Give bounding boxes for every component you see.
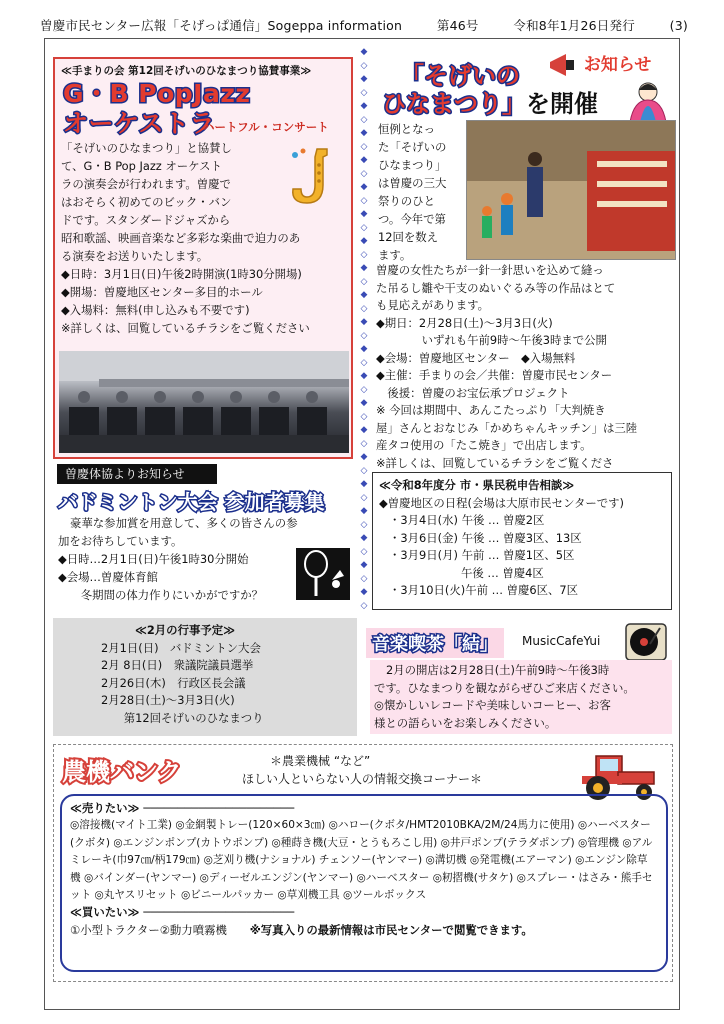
concert-detail-line: ◆開場：曽慶地区センター多目的ホール [61,285,263,299]
tax-row: ・3月6日(金) 午後 … 曽慶3区、13区 [389,530,582,545]
hina-intro-line: 12回を数え [378,230,439,244]
hina-intro-line: つ。今年で第 [378,212,446,226]
hina-body-line: 屋」さんとおなじみ「かめちゃんキッチン」は三陸 [376,420,638,435]
header-page: (3) [669,17,688,33]
tax-consultation-box [372,472,672,610]
concert-intro-line: ドです。スタンダードジャズから [61,213,231,227]
hina-body-line: 産タコ使用の「たこ焼き」で出店します。 [376,438,592,452]
february-schedule [53,618,357,736]
cafe-title: 音楽喫茶「結」 [366,628,504,658]
schedule-row: 第12回そげいのひなまつり [101,710,264,725]
sell-heading: ≪売りたい≫ ────────────────────── [70,801,295,815]
concert-intro-line: 「そげいのひなまつり」と協賛し [61,141,232,155]
saxophone-icon [283,145,347,209]
badminton-line: ◆会場…曽慶体育館 [58,570,158,584]
hina-body-line: 曽慶の女性たちが一針一針思いを込めて縫っ [376,263,604,277]
buy-list: ①小型トラクター②動力噴霧機 [70,922,227,937]
concert-detail-line: る演奏をお送りいたします。 [61,249,209,263]
hina-body-line: ◆期日：2月28日(土)～3月3日(火) [376,315,553,330]
tax-row: ・3月9日(月) 午前 … 曽慶1区、5区 [389,548,575,562]
concert-title-line2: オーケストラ [63,109,216,138]
badminton-racket-icon [296,548,350,600]
concert-title-line1: G・B PopJazz [63,79,251,108]
oshirase-banner [548,50,670,78]
hina-doll-icon [620,78,676,122]
megaphone-icon [548,52,578,78]
cafe-body [370,660,672,734]
tax-subtitle: ◆曽慶地区の日程(会場は大原市民センターです) [379,495,625,510]
badminton-line: 冬期間の体力作りにいかがですか？ [58,588,264,602]
cafe-line: 様との語らいをお楽しみください。 [374,715,557,730]
schedule-row: 2月1日(日) バドミントン大会 [101,640,261,655]
hina-body [376,262,676,472]
badminton-line: 豪華な参加賞を用意して、多くの皆さんの参 [70,516,298,530]
tax-row: 午後 … 曽慶4区 [389,565,544,580]
tax-title: ≪令和8年度分 市・県民税申告相談≫ [379,478,575,492]
header-issue: 第46号 [436,18,479,33]
header-date: 令和8年1月26日発行 [513,18,635,33]
bank-note: ※写真入りの最新情報は市民センターで閲覧できます。 [249,922,533,937]
hina-body-line: た吊るし雛や干支のぬいぐるみ等の作品はとて [376,280,616,295]
schedule-row: 2月 8日(日) 衆議院議員選挙 [101,658,254,672]
cafe-line: です。ひなまつりを観ながらぜひご来店ください。 [374,680,635,695]
concert-intro-line: ラの演奏会が行われます。曽慶で [61,177,231,191]
star-divider: ◆ ◇ ◆ ◇ ◆ ◇ ◆ ◇ ◆ ◇ ◆ ◇ ◆ ◇ ◆ ◇ ◆ ◇ ◆ ◇ ◆ ◇ ◆ ◇ ◆ ◇ ◆ ◇ ◆ ◇ ◆ ◇ ◆ ◇ ◆ ◇ ◆ ◇ ◆ ◇ ◆ ◇ [360,47,368,610]
hina-body-line: も見応えがあります。 [376,298,489,312]
concert-tagline: ハートフル・コンサート [203,120,329,134]
tax-row: ・3月10日(火)午前 … 曽慶6区、7区 [389,583,579,597]
hina-body-line: ※ 今回は期間中、あんこたっぷり「大判焼き [376,403,606,417]
badminton-tag: 曽慶体協よりお知らせ [57,464,217,484]
badminton-line: 加をお待ちしています。 [58,534,183,548]
hina-body-line: ◆主催：手まりの会／共催：曽慶市民センター [376,368,613,382]
badminton-title: バドミントン大会 参加者募集 [58,490,325,514]
concert-intro-line: はおそらく初めてのビック・バン [61,195,232,209]
cafe-english-name: MusicCafeYui [522,634,601,648]
header-publication: 曽慶市民センター広報「そげっぱ通信」Sogeppa information [40,18,403,33]
machinery-bank-title: 農機バンク [62,758,182,786]
concert-detail-line: ※詳しくは、回覧しているチラシをご覧ください [61,321,310,335]
hina-intro-line: 祭りのひと [378,194,435,208]
hina-intro-line: 恒例となっ [378,122,435,136]
record-player-icon [624,622,668,662]
hina-title-line2 [382,84,598,119]
buy-heading-label: ≪買いたい≫ [70,905,140,920]
hina-title-part: を開催 [526,90,598,118]
schedule-row: 2月28日(土)～3月3日(火) [101,693,235,707]
concert-details [61,229,351,337]
hina-title-line1: 「そげいの [400,62,520,90]
page-header [40,12,688,38]
concert-intro-line: て、G・B Pop Jazz オーケスト [61,159,222,173]
hina-body-line: ◆会場：曽慶地区センター ◆入場無料 [376,350,576,365]
machinery-bank-sub1: ＊農業機械 “など” [270,754,371,768]
concert-section [53,57,353,459]
concert-detail-line: 昭和歌謡、映画音楽など多彩な楽曲で迫力のあ [61,231,301,245]
buy-line [70,922,658,939]
hina-body-line: いずれも午前9時～午後3時まで公開 [376,333,607,347]
concert-detail-line: ◆入場料：無料(申し込みも不要です) [61,303,250,317]
schedule-row: 2月26日(木) 行政区長会議 [101,675,246,690]
tax-row: ・3月4日(水) 午後 … 曽慶2区 [389,513,545,527]
hina-body-line: 後援：曽慶のお宝伝承プロジェクト [376,385,570,400]
machinery-bank-sub2: ほしい人といらない人の情報交換コーナー＊ [242,772,483,786]
hina-body-line: ※詳しくは、回覧しているチラシをご覧くださ [376,455,614,470]
concert-detail-line: ◆日時：3月1日(日)午後2時開演(1時30分開場) [61,267,302,281]
cafe-line: 2月の開店は2月28日(土)午前9時～午後3時 [386,663,610,677]
jazz-orchestra-photo [59,351,349,453]
hina-intro [378,120,460,264]
hina-title-part: ひなまつり」 [382,90,526,118]
oshirase-label: お知らせ [583,55,652,75]
concert-intro [61,139,273,229]
sell-heading-label: ≪売りたい≫ [70,801,140,815]
badminton-line: ◆日時…2月1日(日)午後1時30分開始 [58,552,249,566]
machinery-bank-list [60,794,668,972]
hina-intro-line: は曽慶の三大 [378,176,447,190]
cafe-line: ◎懐かしいレコードや美味しいコーヒー、お客 [374,698,611,712]
sell-list: ◎溶接機(マイト工業) ◎金網製トレー(120×60×3㎝) ◎ハロー(クボタ/HMT2010BKA/2M/24馬力に使用) ◎ハーベスター(クボタ) ◎エンジンポンプ(カトウポンプ) ◎種蒔き機(大豆・とうもろこし用) ◎井戸ポンプ(テラダポンプ) ◎管理機 ◎アルミレーキ(巾97㎝/柄179㎝) ◎芝刈り機(ナショナル) チェンソー(ヤンマー) ◎溝切機 ◎発電機(エアーマン) ◎エンジン除草機 ◎バインダー(ヤンマー) ◎ディーゼルエンジン(ヤンマー) ◎ハーベスター ◎籾摺機(サタケ) ◎スプレー・はさみ・熊手セット ◎丸ヤスリセット ◎ビニールパッカー ◎草刈機工具 ◎ツールボックス [70,819,653,902]
concert-subtitle: ≪手まりの会 第12回そげいのひなまつり協賛事業≫ [61,65,312,77]
hina-intro-line: ます。 [378,248,412,262]
hinamatsuri-photo [466,120,676,260]
schedule-title: ≪2月の行事予定≫ [134,623,236,637]
hina-intro-line: ひなまつり」 [378,158,447,172]
buy-heading: ≪買いたい≫ ────────────────────── [70,905,295,920]
hina-intro-line: た「そげいの [378,140,447,154]
